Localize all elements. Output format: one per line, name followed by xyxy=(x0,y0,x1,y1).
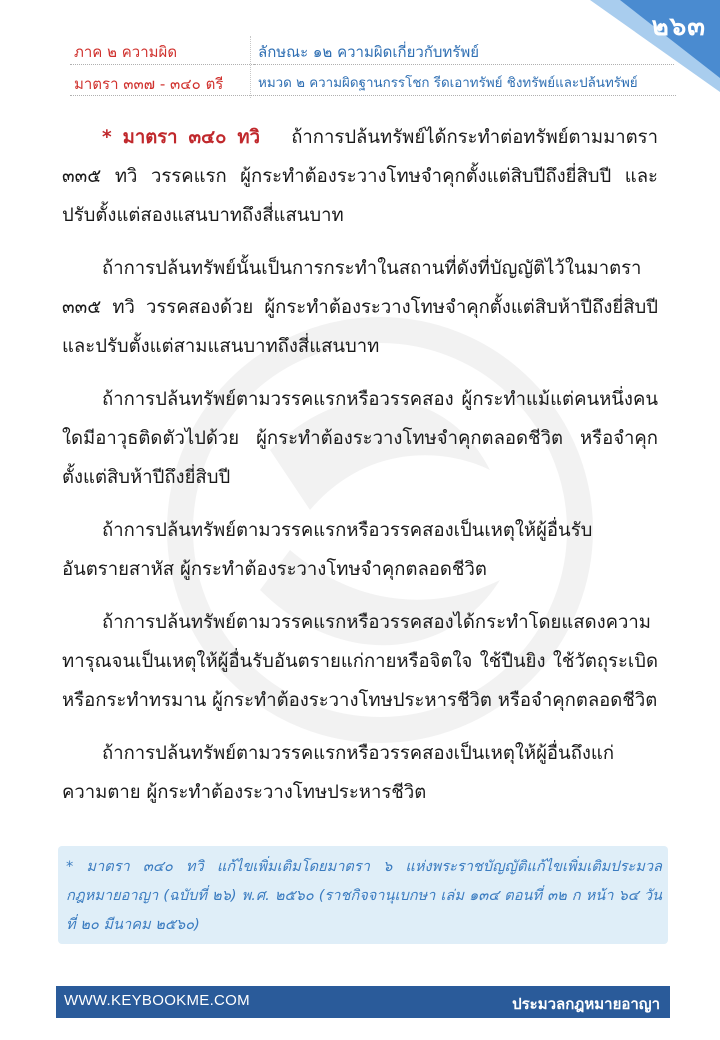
header-chapter: หมวด ๒ ความผิดฐานกรรโชก รีดเอาทรัพย์ ชิงทรัพย์และปล้นทรัพย์ xyxy=(258,76,638,91)
section-content xyxy=(62,118,658,826)
footer-book-title: ประมวลกฎหมายอาญา xyxy=(512,995,660,1013)
section-heading: * มาตรา ๓๔๐ ทวิ xyxy=(102,127,260,148)
page-header xyxy=(0,0,638,100)
header-rule xyxy=(254,64,674,65)
header-divider xyxy=(250,36,251,98)
paragraph-2: ถ้าการปล้นทรัพย์นั้นเป็นการกระทำในสถานที่ดังที่บัญญัติไว้ในมาตรา ๓๓๕ ทวิ วรรคสองด้วย ผู้กระทำต้องระวางโทษจำคุกตั้งแต่สิบห้าปีถึงยี่สิบปี และปรับตั้งแต่สามแสนบาทถึงสี่แสนบาท xyxy=(62,258,658,357)
footnote-text: * มาตรา ๓๔๐ ทวิ แก้ไขเพิ่มเติมโดยมาตรา ๖ แห่งพระราชบัญญัติแก้ไขเพิ่มเติมประมวลกฎหมายอาญา (ฉบับที่ ๒๖) พ.ศ. ๒๕๖๐ (ราชกิจจานุเบกษา เล่ม ๑๓๔ ตอนที่ ๓๒ ก หน้า ๖๔ วันที่ ๒๐ มีนาคม ๒๕๖๐) xyxy=(66,858,662,933)
paragraph-3: ถ้าการปล้นทรัพย์ตามวรรคแรกหรือวรรคสอง ผู้กระทำแม้แต่คนหนึ่งคนใดมีอาวุธติดตัวไปด้วย ผู้กระทำต้องระวางโทษจำคุกตลอดชีวิต หรือจำคุกตั้งแต่สิบห้าปีถึงยี่สิบปี xyxy=(62,389,658,488)
header-rule xyxy=(70,64,270,65)
footer-bar xyxy=(56,986,670,1018)
footnote-box xyxy=(58,846,668,944)
header-rule xyxy=(70,95,676,96)
footer-website-link[interactable]: WWW.KEYBOOKME.COM xyxy=(64,992,250,1009)
header-part: ภาค ๒ ความผิด xyxy=(74,43,178,61)
header-sections: มาตรา ๓๓๗ - ๓๔๐ ตรี xyxy=(74,75,224,93)
paragraph-1 xyxy=(62,118,658,235)
paragraph-4: ถ้าการปล้นทรัพย์ตามวรรคแรกหรือวรรคสองเป็นเหตุให้ผู้อื่นรับอันตรายสาหัส ผู้กระทำต้องระวางโทษจำคุกตลอดชีวิต xyxy=(62,520,593,580)
paragraph-text: ถ้าการปล้นทรัพย์ได้กระทำต่อทรัพย์ตามมาตรา ๓๓๕ ทวิ วรรคแรก ผู้กระทำต้องระวางโทษจำคุกตั้งแต่สิบปีถึงยี่สิบปี และปรับตั้งแต่สองแสนบาทถึงสี่แสนบาท xyxy=(62,127,658,226)
paragraph-5: ถ้าการปล้นทรัพย์ตามวรรคแรกหรือวรรคสองได้กระทำโดยแสดงความทารุณจนเป็นเหตุให้ผู้อื่นรับอันตรายแก่กายหรือจิตใจ ใช้ปืนยิง ใช้วัตถุระเบิดหรือกระทำทรมาน ผู้กระทำต้องระวางโทษประหารชีวิต หรือจำคุกตลอดชีวิต xyxy=(62,612,658,711)
header-title: ลักษณะ ๑๒ ความผิดเกี่ยวกับทรัพย์ xyxy=(258,43,480,61)
page-number: ๒๖๓ xyxy=(651,12,706,42)
paragraph-6: ถ้าการปล้นทรัพย์ตามวรรคแรกหรือวรรคสองเป็นเหตุให้ผู้อื่นถึงแก่ความตาย ผู้กระทำต้องระวางโทษประหารชีวิต xyxy=(62,743,615,803)
